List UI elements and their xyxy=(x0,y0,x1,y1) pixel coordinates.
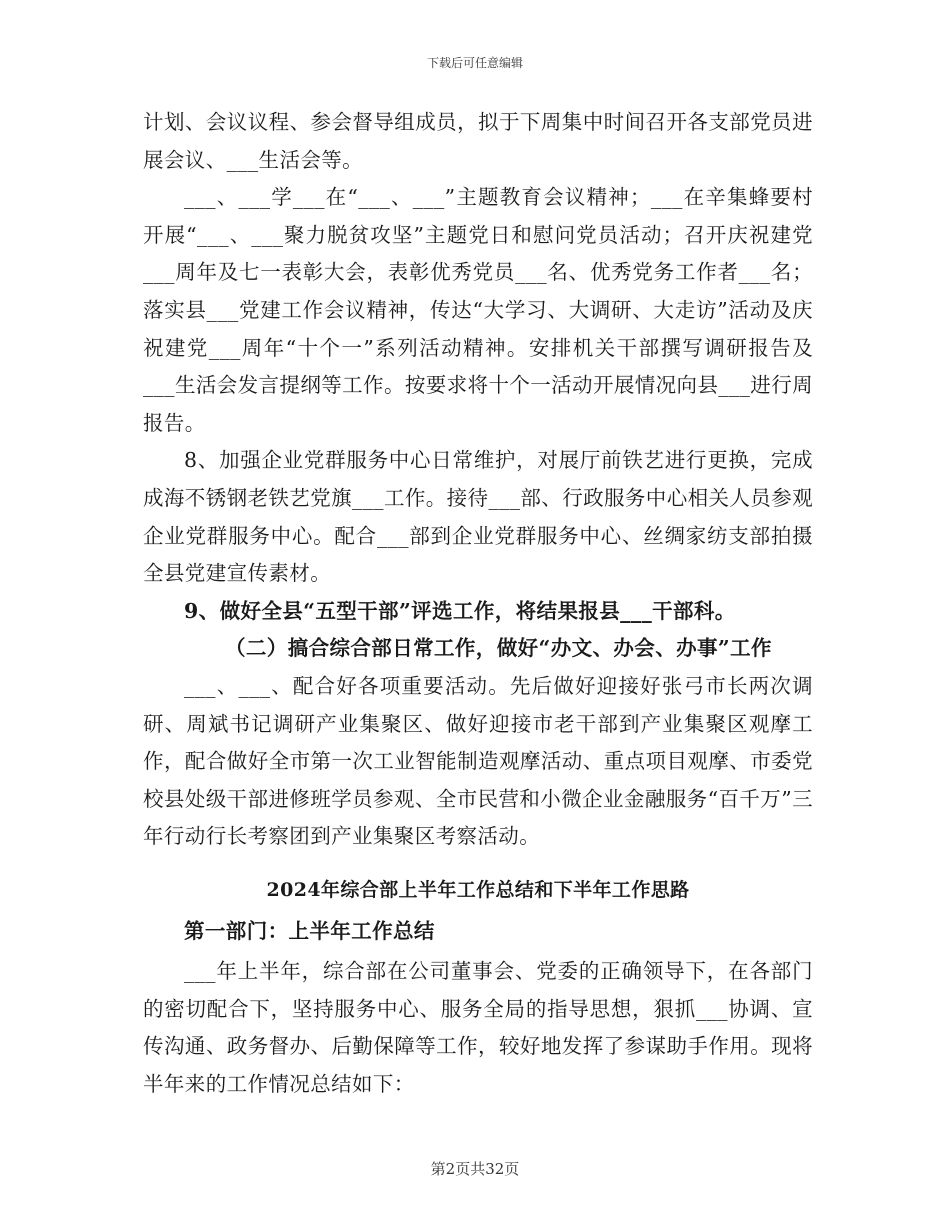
paragraph-item-9: 9、做好全县“五型干部”评选工作，将结果报县___干部科。 xyxy=(184,598,736,623)
paragraph-item-8: 8、加强企业党群服务中心日常维护，对展厅前铁艺进行更换，完成成海不锈钢老铁艺党旗___工作。接待___部、行政服务中心相关人员参观企业党群服务中心。配合___部到企业党群服务中心、丝绸家纺支部拍摄全县党建宣传素材。 xyxy=(143,448,813,586)
page-header: 下载后可任意编辑 xyxy=(426,56,523,70)
department-heading: 第一部门：上半年工作总结 xyxy=(184,919,435,944)
paragraph-activities: ___、___、配合好各项重要活动。先后做好迎接好张弓市长两次调研、周斌书记调研产业集聚区、做好迎接市老干部到产业集聚区观摩工作，配合做好全市第一次工业智能制造观摩活动、重点项目观摩、市委党校县处级干部进修班学员参观、全市民营和小微企业金融服务“百千万”三年行动行长考察团到产业集聚区考察活动。 xyxy=(143,673,813,849)
document-body xyxy=(143,104,813,1103)
paragraph-study-activities: ___、___学___在“___、___”主题教育会议精神；___在辛集蜂要村开展“___、___聚力脱贫攻坚”主题党日和慰问党员活动；召开庆祝建党___周年及七一表彰大会，表彰优秀党员___名、优秀党务工作者___名；落实县___党建工作会议精神，传达“大学习、大调研、大走访”活动及庆祝建党___周年“十个一”系列活动精神。安排机关干部撰写调研报告及___生活会发言提纲等工作。按要求将十个一活动开展情况向县___进行周报告。 xyxy=(143,185,813,435)
section-heading-2: （二）搞合综合部日常工作，做好“办文、办会、办事”工作 xyxy=(225,636,772,661)
paragraph-continuation: 计划、会议议程、参会督导组成员，拟于下周集中时间召开各支部党员进展会议、___生活会等。 xyxy=(143,110,813,172)
document-title: 2024年综合部上半年工作总结和下半年工作思路 xyxy=(266,878,690,901)
paragraph-summary-intro: ___年上半年，综合部在公司董事会、党委的正确领导下，在各部门的密切配合下，坚持服务中心、服务全局的指导思想，狠抓___协调、宣传沟通、政务督办、后勤保障等工作，较好地发挥了参谋助手作用。现将半年来的工作情况总结如下： xyxy=(143,959,813,1096)
page-footer: 第2页共32页 xyxy=(430,1160,520,1178)
